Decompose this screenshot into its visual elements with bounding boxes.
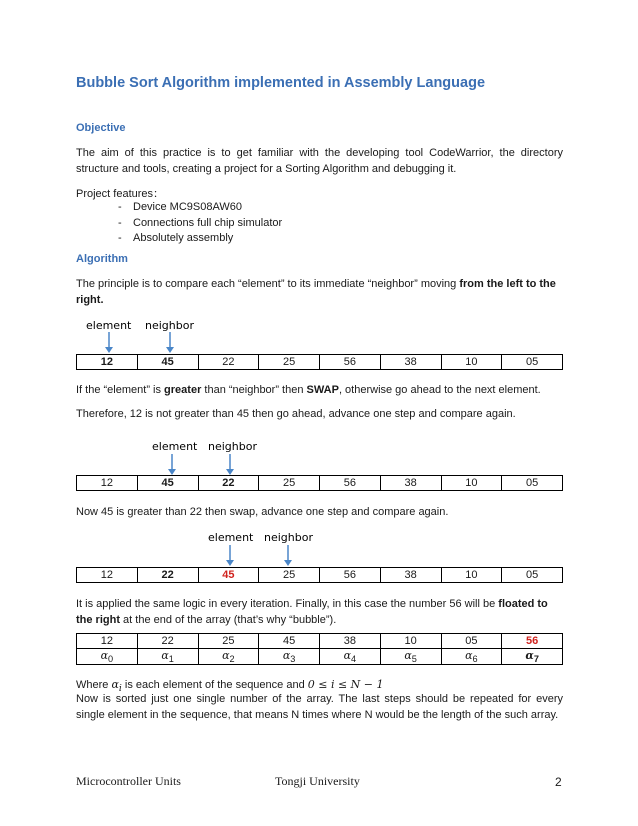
array-cell: 45 — [259, 634, 320, 649]
array-cell: 10 — [441, 355, 502, 370]
arrow-down-icon — [166, 347, 174, 353]
page-number: 2 — [555, 775, 562, 789]
index-cell: $\alpha_6$ — [441, 649, 502, 665]
features-list — [118, 201, 418, 248]
index-cell: $\alpha_0$ — [77, 649, 138, 665]
rule-paragraph: If the “element” is greater than “neighbor” then SWAP, otherwise go ahead to the next element. — [76, 384, 541, 396]
array-cell-highlight: 45 — [198, 568, 259, 583]
footer-center: Tongji University — [275, 774, 360, 788]
array-cell: 45 — [137, 476, 198, 491]
objective-heading: Objective — [76, 122, 126, 134]
algorithm-heading: Algorithm — [76, 253, 128, 265]
array-cell: 12 — [77, 476, 138, 491]
table-row — [77, 634, 563, 649]
index-cell: $\alpha_4$ — [320, 649, 381, 665]
pointer-arrows-1 — [76, 330, 256, 354]
features-label: Project features： — [76, 188, 165, 200]
pointer-arrows-2 — [150, 452, 270, 476]
index-cell: $\alpha_1$ — [137, 649, 198, 665]
array-cell: 22 — [198, 476, 259, 491]
array-cell: 12 — [77, 568, 138, 583]
list-item: - Absolutely assembly — [118, 232, 234, 244]
array-cell: 38 — [320, 634, 381, 649]
index-cell: $\alpha_7$ — [502, 649, 563, 665]
array-cell: 56 — [320, 355, 381, 370]
array-cell: 10 — [380, 634, 441, 649]
footer-left: Microcontroller Units — [76, 774, 181, 788]
list-item: - Connections full chip simulator — [118, 216, 283, 229]
objective-paragraph: The aim of this practice is to get familiar with the developing tool CodeWarrior, the directory structure and tools, creating a project for a Sorting Algorithm and debugging it. — [76, 147, 563, 175]
logic-paragraph: It is applied the same logic in every iteration. Finally, in this case the number 56 will be floated to the right at the end of the array (that’s why “bubble”). — [76, 598, 548, 626]
array-cell: 45 — [137, 355, 198, 370]
neighbor-pointer-label: neighbor — [264, 531, 313, 544]
array-cell: 25 — [259, 476, 320, 491]
array-cell: 10 — [441, 568, 502, 583]
array-cell: 05 — [441, 634, 502, 649]
array-cell: 22 — [137, 634, 198, 649]
index-cell: $\alpha_3$ — [259, 649, 320, 665]
array-cell: 56 — [320, 568, 381, 583]
neighbor-pointer-label: neighbor — [145, 319, 194, 332]
neighbor-pointer-label: neighbor — [208, 440, 257, 453]
array-cell: 56 — [320, 476, 381, 491]
where-paragraph: Where $\alpha_i$ is each element of the sequence and 0 ≤ i ≤ N − 1 — [76, 678, 384, 695]
arrow-down-icon — [105, 347, 113, 353]
array-table-1 — [76, 354, 563, 370]
array-cell: 38 — [380, 476, 441, 491]
array-cell: 38 — [380, 355, 441, 370]
array-cell: 25 — [198, 634, 259, 649]
step1-paragraph: Therefore, 12 is not greater than 45 then go ahead, advance one step and compare again. — [76, 408, 516, 420]
array-cell: 12 — [77, 634, 138, 649]
array-table-3 — [76, 567, 563, 583]
list-item: - Device MC9S08AW60 — [118, 201, 243, 213]
array-table-2 — [76, 475, 563, 491]
index-cell: $\alpha_5$ — [380, 649, 441, 665]
table-row — [77, 568, 563, 583]
array-cell: 25 — [259, 355, 320, 370]
array-cell: 05 — [502, 355, 563, 370]
array-table-4 — [76, 633, 563, 665]
arrow-down-icon — [284, 560, 292, 566]
conclusion-paragraph: Now is sorted just one single number of the array. The last steps should be repeated for every single element in the sequence, that means N times where N would be the length of the such array. — [76, 693, 563, 721]
array-cell: 22 — [137, 568, 198, 583]
array-cell: 22 — [198, 355, 259, 370]
array-cell: 05 — [502, 476, 563, 491]
array-cell: 38 — [380, 568, 441, 583]
array-cell: 12 — [77, 355, 138, 370]
pointer-arrows-3 — [206, 543, 326, 567]
table-row — [77, 355, 563, 370]
element-pointer-label: element — [152, 440, 198, 453]
array-cell-highlight: 56 — [502, 634, 563, 649]
table-row — [77, 649, 563, 665]
index-cell: $\alpha_2$ — [198, 649, 259, 665]
principle-paragraph: The principle is to compare each “element” to its immediate “neighbor” moving from the left to the right. — [76, 278, 556, 306]
step2-paragraph: Now 45 is greater than 22 then swap, advance one step and compare again. — [76, 506, 449, 518]
element-pointer-label: element — [208, 531, 254, 544]
array-cell: 05 — [502, 568, 563, 583]
arrow-down-icon — [226, 560, 234, 566]
page-title: Bubble Sort Algorithm implemented in Assembly Language — [76, 75, 486, 91]
element-pointer-label: element — [86, 319, 132, 332]
array-cell: 10 — [441, 476, 502, 491]
table-row — [77, 476, 563, 491]
array-cell: 25 — [259, 568, 320, 583]
